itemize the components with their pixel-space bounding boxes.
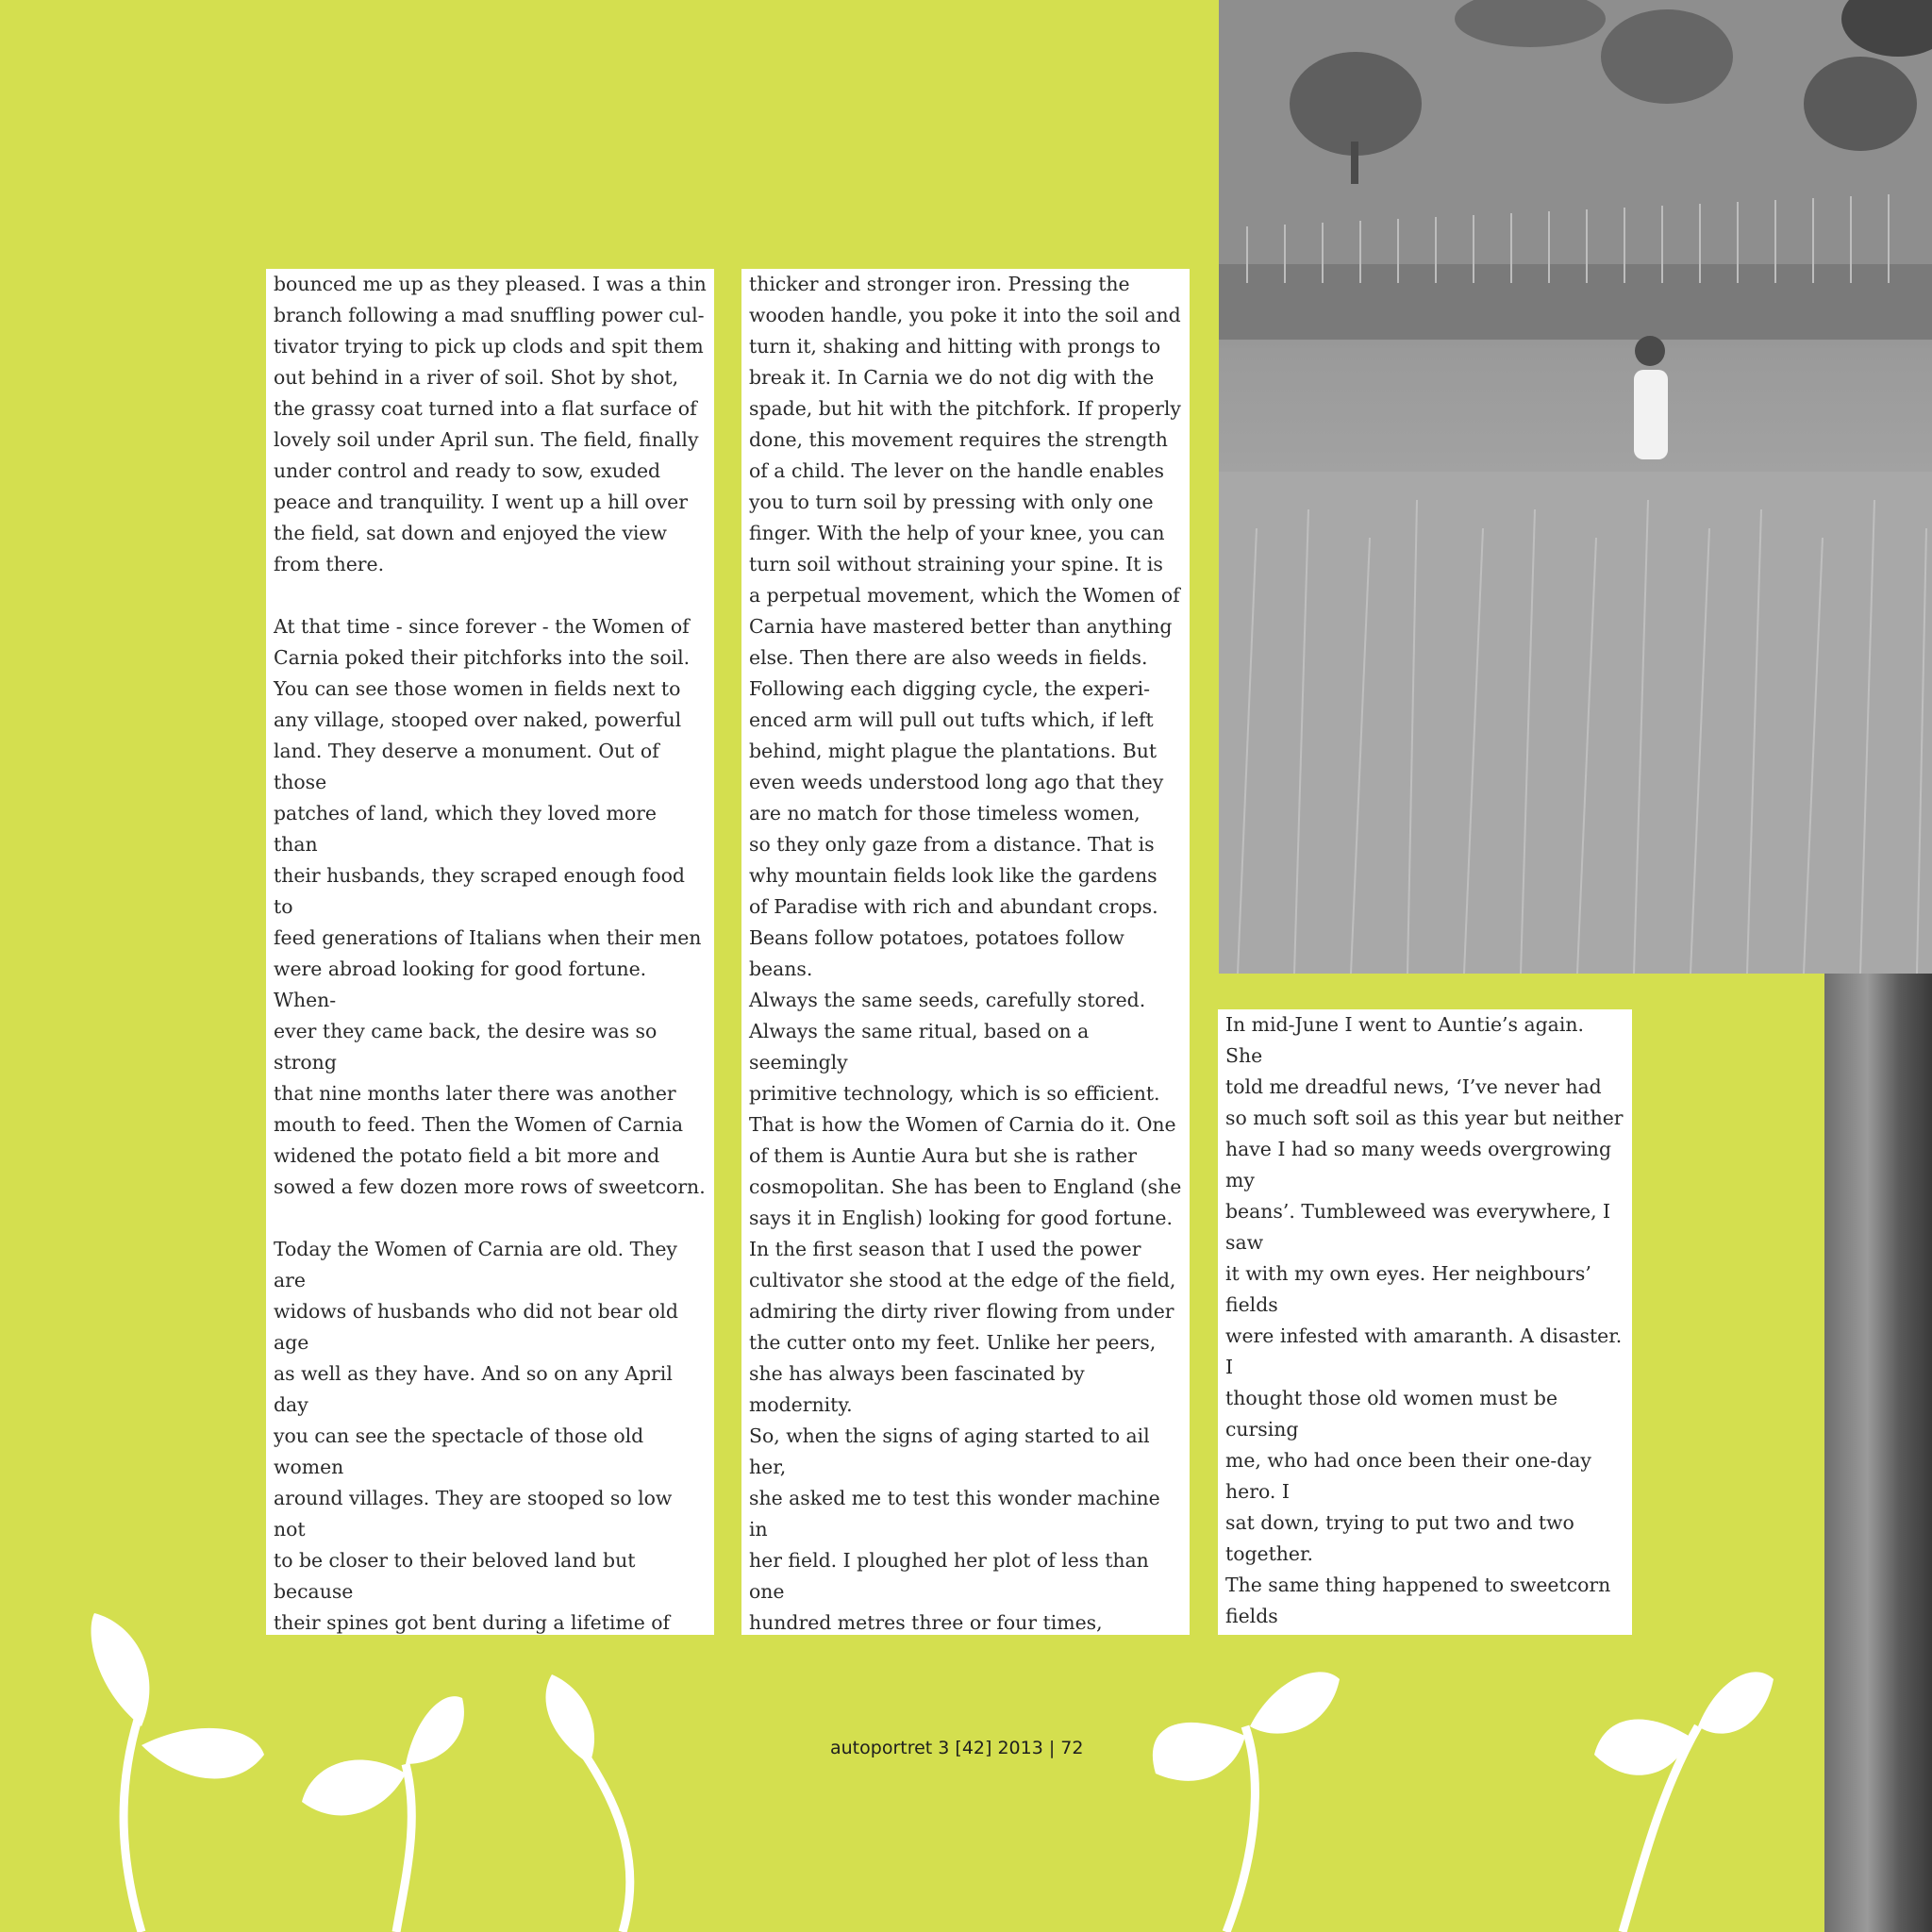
sprout-decoration: [0, 1585, 1824, 1932]
paragraph: bounced me up as they pleased. I was a thin branch following a mad snuffling power cul- tivator trying to pick up clods and spit them out behind in a river of soil. Shot by shot, the grassy coat turned into a flat surface of lovely soil under April sun. The field, finally under control and ready to sow, exuded peace and tranquility. I went up a hill over the field, sat down and enjoyed the view from there.: [274, 273, 707, 575]
text-column-1: [266, 269, 714, 1635]
paragraph: At that time - since forever - the Women of Carnia poked their pitchforks into the soil. You can see those women in fields next to any village, stooped over naked, powerful land. They deserve a monument. Out of those patches of land, which they loved more than their husbands, they scraped enough food to feed generations of Italians when their men were abroad looking for good fortune. When- ever they came back, the desire was so strong that nine months later there was another mouth to feed. Then the Women of Carnia widened the potato field a bit more and sowed a few dozen more rows of sweetcorn.: [274, 615, 706, 1198]
text-column-2: [741, 269, 1190, 1635]
page-footer: autoportret 3 [42] 2013 | 72: [830, 1738, 1084, 1758]
text-column-3: [1218, 1009, 1632, 1635]
paragraph: Today the Women of Carnia are old. They are widows of husbands who did not bear old age as well as they have. And so on any April day you can see the spectacle of those old women around villages. They are stooped so low not to be closer to their beloved land but because their spines got bent during a lifetime of: [274, 1238, 678, 1634]
paragraph: thicker and stronger iron. Pressing the wooden handle, you poke it into the soil and turn it, shaking and hitting with prongs to break it. In Carnia we do not dig with the spade, but hit with the pitchfork. If properly done, this movement requires the strength of a child. The lever on the handle enables you to turn soil by pressing with only one finger. With the help of your knee, you can turn soil without straining your spine. It is a perpetual movement, which the Women of Carnia have mastered better than anything else. Then there are also weeds in fields. Following each digging cycle, the experi- enced arm will pull out tufts which, if left behind, might plague the plantations. But even weeds understood long ago that they are no match for those timeless women, so they only gaze from a distance. That is why mountain fields look like the gardens of Paradise with rich and abundant crops. Beans follow potatoes, potatoes follow beans. Always the same seeds, carefully stored. Always the same ritual, based on a seemingly primitive technology, which is so efficient. That is how the Women of Carnia do it. One of them is Auntie Aura but she is rather cosmopolitan. She has been to England (she says it in English) looking for good fortune. In the first season that I used the power cultivator she stood at the edge of the field, admiring the dirty river flowing from under the cutter onto my feet. Unlike her peers, she has always been fascinated by modernity. So, when the signs of aging started to ail her, she asked me to test this wonder machine in her field. I ploughed her plot of less than one hundred metres three or four times,: [749, 273, 1182, 1634]
photo-edge: [1824, 974, 1932, 1932]
wheat-field-photo: [1219, 0, 1932, 974]
paragraph: In mid-June I went to Auntie’s again. She told me dreadful news, ‘I’ve never had so much soft soil as this year but neither have I had so many weeds overgrowing my beans’. Tumbleweed was everywhere, I saw it with my own eyes. Her neighbours’ fields were infested with amaranth. A disaster. I thought those old women must be cursing me, who had once been their one-day hero. I sat down, trying to put two and two together. The same thing happened to sweetcorn fields: [1225, 1013, 1624, 1627]
